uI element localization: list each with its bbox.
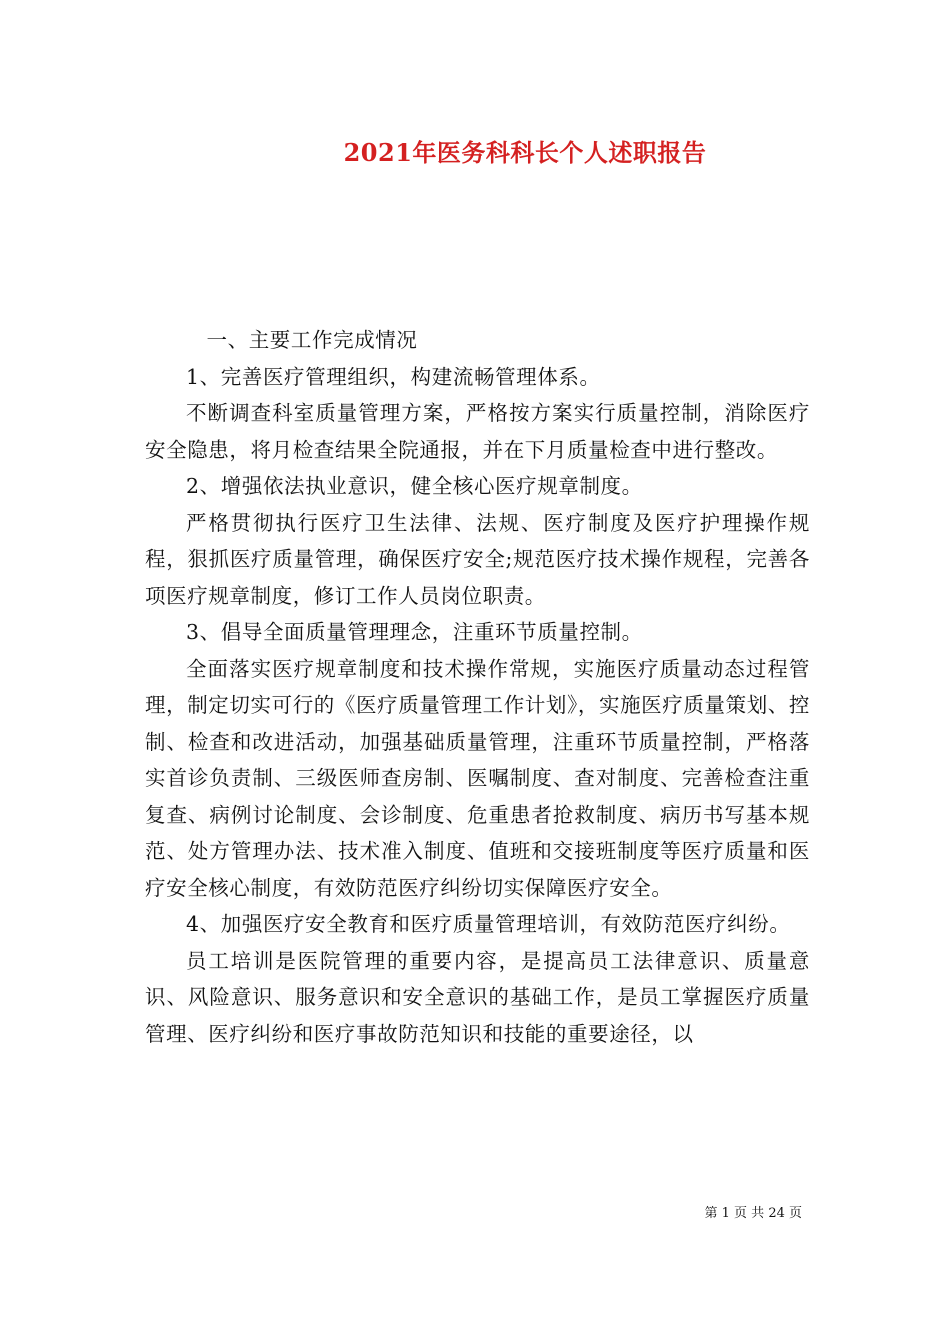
document-title: 2021年医务科科长个人述职报告 xyxy=(343,138,707,167)
paragraph: 不断调查科室质量管理方案，严格按方案实行质量控制，消除医疗安全隐患，将月检查结果全院通报，并在下月质量检查中进行整改。 xyxy=(145,401,810,462)
paragraph: 1、完善医疗管理组织，构建流畅管理体系。 xyxy=(186,364,601,389)
paragraph: 员工培训是医院管理的重要内容，是提高员工法律意识、质量意识、风险意识、服务意识和安全意识的基础工作，是员工掌握医疗质量管理、医疗纠纷和医疗事故防范知识和技能的重要途径，以 xyxy=(145,948,810,1046)
document-body xyxy=(145,322,810,1052)
paragraph: 全面落实医疗规章制度和技术操作常规，实施医疗质量动态过程管理，制定切实可行的《医疗质量管理工作计划》，实施医疗质量策划、控制、检查和改进活动，加强基础质量管理，注重环节质量控制，严格落实首诊负责制、三级医师查房制、医嘱制度、查对制度、完善检查注重复查、病例讨论制度、会诊制度、危重患者抢救制度、病历书写基本规范、处方管理办法、技术准入制度、值班和交接班制度等医疗质量和医疗安全核心制度，有效防范医疗纠纷切实保障医疗安全。 xyxy=(145,656,810,900)
page-number: 第 1 页 共 24 页 xyxy=(704,1206,802,1221)
paragraph: 2、增强依法执业意识，健全核心医疗规章制度。 xyxy=(186,474,643,498)
paragraph: 严格贯彻执行医疗卫生法律、法规、医疗制度及医疗护理操作规程，狠抓医疗质量管理，确保医疗安全;规范医疗技术操作规程，完善各项医疗规章制度，修订工作人员岗位职责。 xyxy=(145,510,810,608)
paragraph: 4、加强医疗安全教育和医疗质量管理培训，有效防范医疗纠纷。 xyxy=(186,912,791,936)
paragraph: 3、倡导全面质量管理理念，注重环节质量控制。 xyxy=(186,620,643,644)
section-heading: 一、主要工作完成情况 xyxy=(206,328,418,352)
